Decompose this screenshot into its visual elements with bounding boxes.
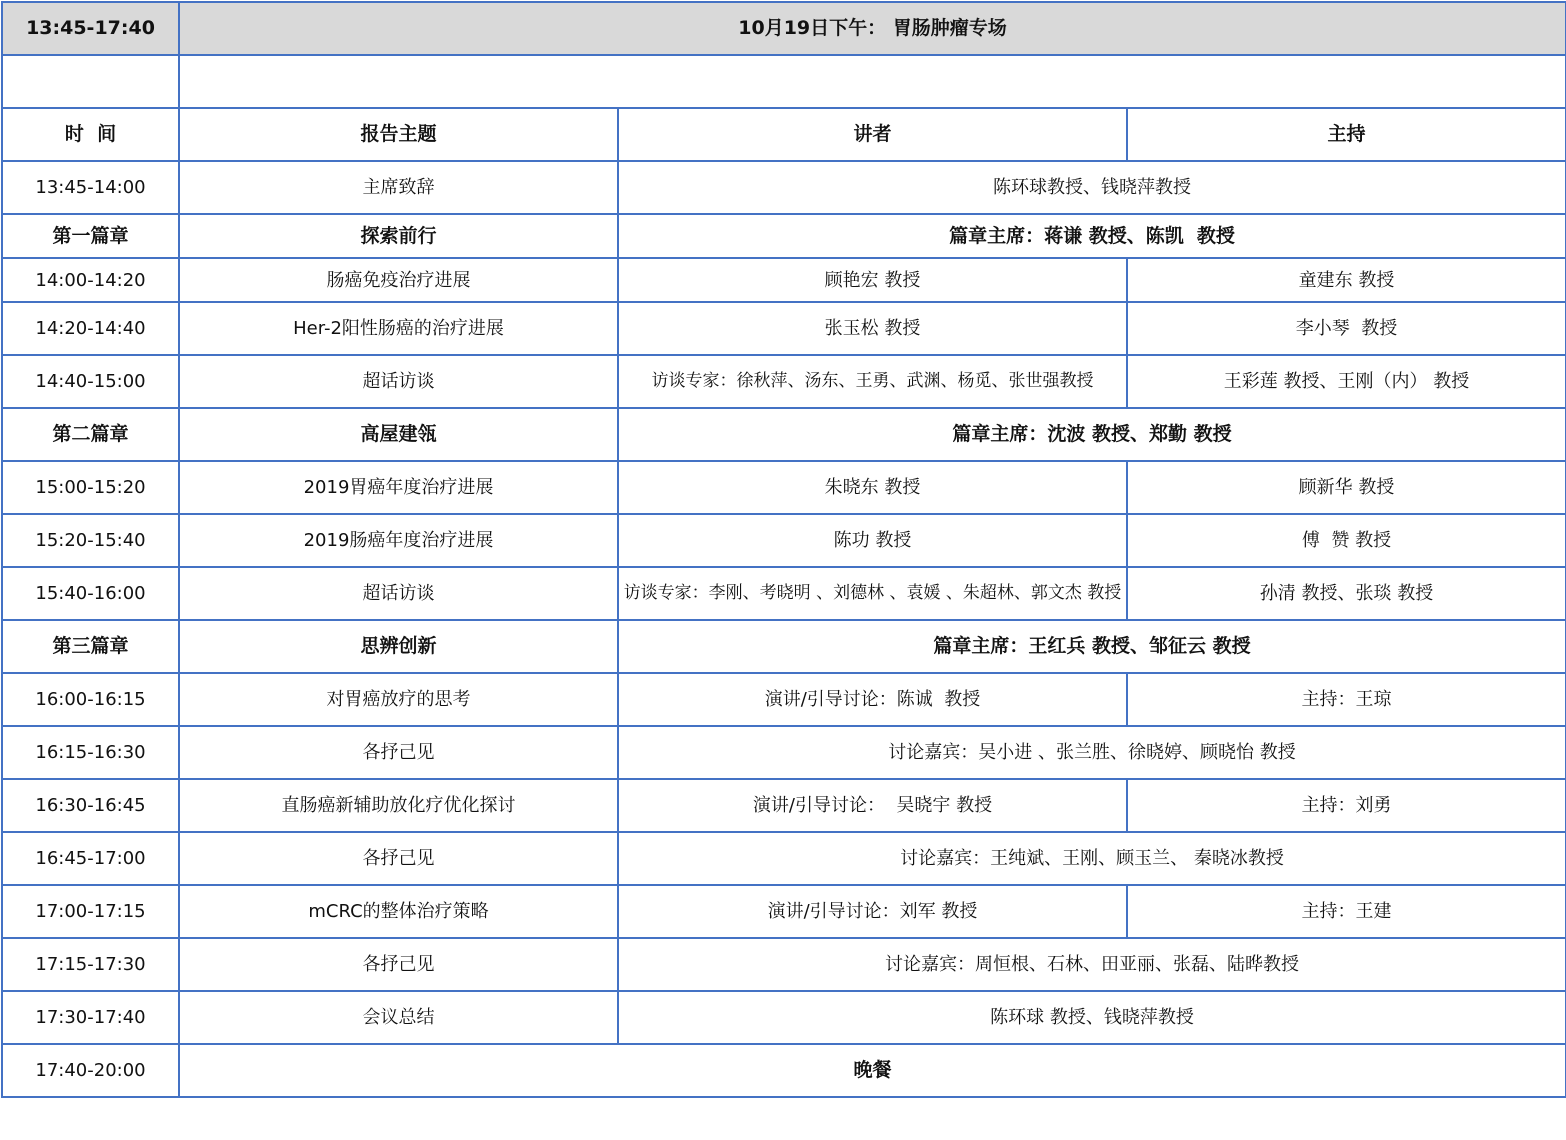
column-header-topic: 报告主题 [179, 108, 618, 161]
topic-cell: 2019胃癌年度治疗进展 [179, 461, 618, 514]
time-cell: 17:00-17:15 [2, 885, 179, 938]
host-cell: 主持：刘勇 [1127, 779, 1566, 832]
speaker-cell: 演讲/引导讨论： 吴晓宇 教授 [618, 779, 1127, 832]
speaker-cell: 张玉松 教授 [618, 302, 1127, 355]
table-row [2, 355, 1566, 408]
time-cell: 15:20-15:40 [2, 514, 179, 567]
host-cell: 傅 赞 教授 [1127, 514, 1566, 567]
topic-cell: 各抒己见 [179, 832, 618, 885]
topic-cell: 主席致辞 [179, 161, 618, 214]
table-row [2, 514, 1566, 567]
chapter-topic: 高屋建瓴 [179, 408, 618, 461]
schedule-table [1, 1, 1566, 1098]
speaker-cell: 演讲/引导讨论：刘军 教授 [618, 885, 1127, 938]
topic-cell: 2019肠癌年度治疗进展 [179, 514, 618, 567]
column-header-time: 时 间 [2, 108, 179, 161]
blank-row [2, 55, 1566, 108]
table-row [2, 567, 1566, 620]
column-header-host: 主持 [1127, 108, 1566, 161]
host-cell: 顾新华 教授 [1127, 461, 1566, 514]
host-cell: 童建东 教授 [1127, 258, 1566, 302]
time-cell: 14:00-14:20 [2, 258, 179, 302]
host-cell: 主持：王建 [1127, 885, 1566, 938]
table-row [2, 832, 1566, 885]
speaker-cell: 顾艳宏 教授 [618, 258, 1127, 302]
table-row [2, 461, 1566, 514]
speaker-cell: 朱晓东 教授 [618, 461, 1127, 514]
speaker-cell: 陈功 教授 [618, 514, 1127, 567]
time-cell: 16:30-16:45 [2, 779, 179, 832]
column-header-speaker: 讲者 [618, 108, 1127, 161]
topic-cell: 超话访谈 [179, 355, 618, 408]
dinner-row [2, 1044, 1566, 1097]
topic-cell: 超话访谈 [179, 567, 618, 620]
topic-cell: 各抒己见 [179, 726, 618, 779]
table-row [2, 779, 1566, 832]
time-cell: 13:45-14:00 [2, 161, 179, 214]
chapter-label: 第一篇章 [2, 214, 179, 258]
topic-cell: 对胃癌放疗的思考 [179, 673, 618, 726]
time-cell: 15:00-15:20 [2, 461, 179, 514]
topic-cell: mCRC的整体治疗策略 [179, 885, 618, 938]
chapter-topic: 探索前行 [179, 214, 618, 258]
session-time-range: 13:45-17:40 [2, 2, 179, 55]
time-cell: 17:15-17:30 [2, 938, 179, 991]
people-cell: 讨论嘉宾：吴小进 、张兰胜、徐晓婷、顾晓怡 教授 [618, 726, 1566, 779]
chapter-chair: 篇章主席：沈波 教授、郑勤 教授 [618, 408, 1566, 461]
table-row [2, 885, 1566, 938]
session-title: 10月19日下午： 胃肠肿瘤专场 [179, 2, 1566, 55]
blank-cell [2, 55, 179, 108]
topic-cell: 各抒己见 [179, 938, 618, 991]
people-cell: 陈环球教授、钱晓萍教授 [618, 161, 1566, 214]
column-header-row [2, 108, 1566, 161]
time-cell: 14:40-15:00 [2, 355, 179, 408]
chapter-row [2, 214, 1566, 258]
chapter-chair: 篇章主席：王红兵 教授、邹征云 教授 [618, 620, 1566, 673]
time-cell: 17:40-20:00 [2, 1044, 179, 1097]
dinner-label: 晚餐 [179, 1044, 1566, 1097]
table-row [2, 302, 1566, 355]
host-cell: 孙清 教授、张琰 教授 [1127, 567, 1566, 620]
people-cell: 讨论嘉宾：王纯斌、王刚、顾玉兰、 秦晓冰教授 [618, 832, 1566, 885]
topic-cell: 会议总结 [179, 991, 618, 1044]
chapter-row [2, 620, 1566, 673]
chapter-topic: 思辨创新 [179, 620, 618, 673]
time-cell: 15:40-16:00 [2, 567, 179, 620]
header-row [2, 2, 1566, 55]
table-row [2, 938, 1566, 991]
time-cell: 14:20-14:40 [2, 302, 179, 355]
speaker-cell: 访谈专家：徐秋萍、汤东、王勇、武渊、杨觅、张世强教授 [618, 355, 1127, 408]
table-row [2, 258, 1566, 302]
table-row [2, 726, 1566, 779]
chapter-label: 第三篇章 [2, 620, 179, 673]
table-row [2, 991, 1566, 1044]
speaker-cell: 访谈专家：李刚、考晓明 、刘德林 、袁媛 、朱超林、郭文杰 教授 [618, 567, 1127, 620]
topic-cell: 直肠癌新辅助放化疗优化探讨 [179, 779, 618, 832]
topic-cell: Her-2阳性肠癌的治疗进展 [179, 302, 618, 355]
time-cell: 16:15-16:30 [2, 726, 179, 779]
time-cell: 16:45-17:00 [2, 832, 179, 885]
topic-cell: 肠癌免疫治疗进展 [179, 258, 618, 302]
table-row [2, 161, 1566, 214]
people-cell: 讨论嘉宾：周恒根、石林、田亚丽、张磊、陆晔教授 [618, 938, 1566, 991]
host-cell: 李小琴 教授 [1127, 302, 1566, 355]
chapter-row [2, 408, 1566, 461]
blank-cell [179, 55, 1566, 108]
time-cell: 17:30-17:40 [2, 991, 179, 1044]
people-cell: 陈环球 教授、钱晓萍教授 [618, 991, 1566, 1044]
host-cell: 主持：王琼 [1127, 673, 1566, 726]
table-row [2, 673, 1566, 726]
speaker-cell: 演讲/引导讨论：陈诚 教授 [618, 673, 1127, 726]
chapter-chair: 篇章主席：蒋谦 教授、陈凯 教授 [618, 214, 1566, 258]
chapter-label: 第二篇章 [2, 408, 179, 461]
time-cell: 16:00-16:15 [2, 673, 179, 726]
host-cell: 王彩莲 教授、王刚（内） 教授 [1127, 355, 1566, 408]
